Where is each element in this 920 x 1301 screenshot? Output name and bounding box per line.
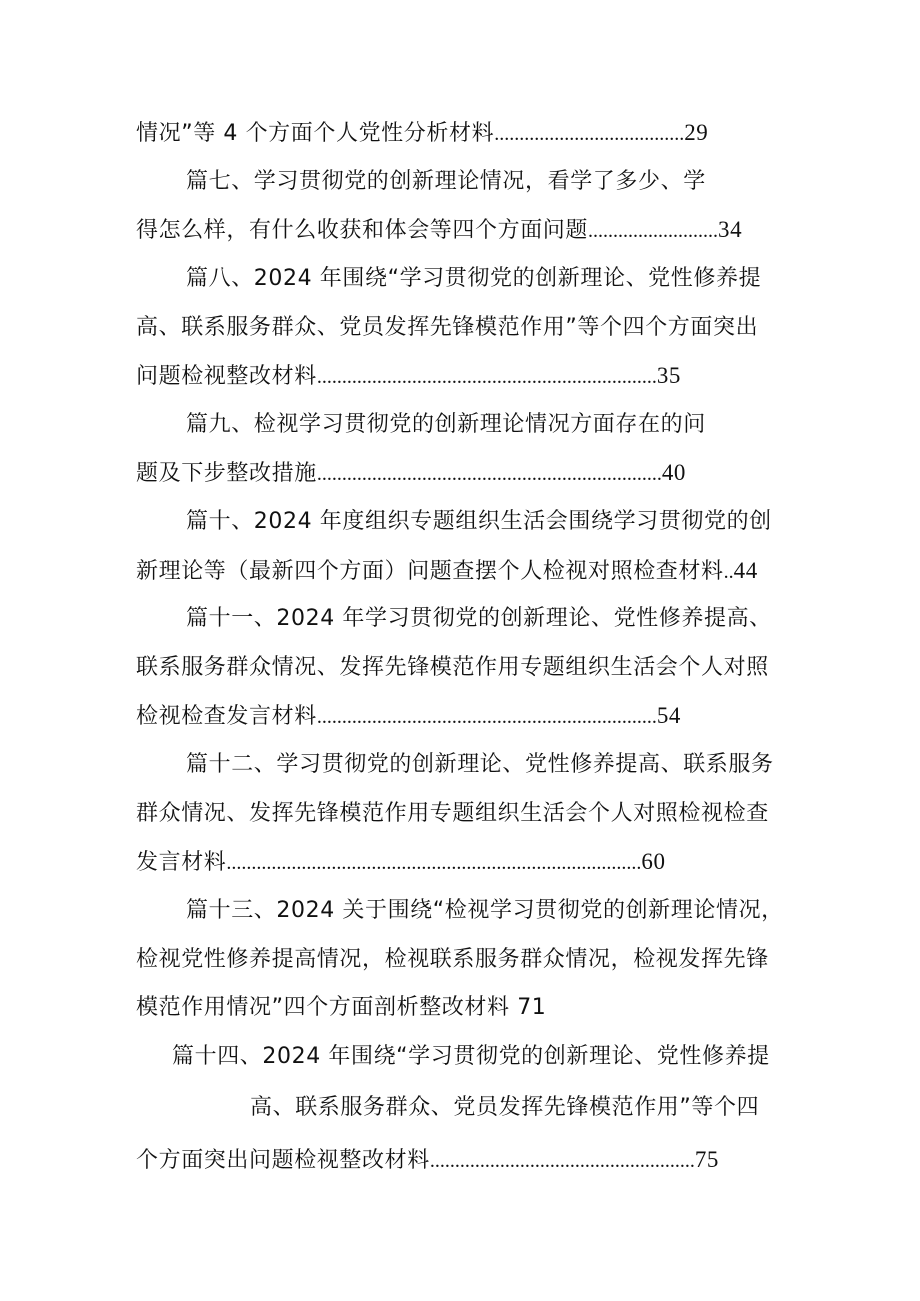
toc-line	[136, 556, 758, 587]
toc-line	[186, 896, 784, 926]
toc-page-number: 75	[694, 1147, 720, 1172]
toc-entry-text: 篇十四、2024 年围绕“学习贯彻党的创新理论、党性修养提	[172, 1044, 770, 1069]
toc-entry-text: 高、联系服务群众、党员发挥先锋模范作用”等个四个方面突出	[136, 315, 759, 340]
toc-line	[136, 945, 769, 975]
toc-entry-text: 篇十三、2024 关于围绕“检视学习贯彻党的创新理论情况，	[186, 898, 784, 923]
toc-line	[186, 167, 706, 197]
toc-page-number: 34	[718, 217, 743, 242]
toc-entry-text: 高、联系服务群众、党员发挥先锋模范作用”等个四	[250, 1095, 760, 1120]
toc-line	[136, 118, 708, 149]
toc-page-number: 54	[656, 703, 682, 728]
toc-line	[136, 361, 681, 392]
toc-leader-dots: ...................................................................................	[226, 852, 642, 874]
toc-page-number: 44	[733, 558, 758, 583]
toc-entry-text: 发言材料	[136, 850, 227, 875]
toc-line	[136, 799, 769, 829]
toc-entry-text: 篇十、2024 年度组织专题组织生活会围绕学习贯彻党的创	[186, 509, 772, 534]
toc-entry-text: 联系服务群众情况、发挥先锋模范作用专题组织生活会个人对照	[136, 655, 769, 680]
toc-line	[250, 1093, 759, 1123]
toc-line	[186, 604, 772, 634]
toc-entry-text: 篇九、检视学习贯彻党的创新理论情况方面存在的问	[186, 412, 706, 437]
toc-line	[186, 264, 761, 294]
toc-entry-text: 篇十一、2024 年学习贯彻党的创新理论、党性修养提高、	[186, 606, 772, 631]
toc-leader-dots: .....................................................................	[316, 463, 662, 485]
toc-line	[136, 215, 742, 246]
toc-entry-text: 检视检查发言材料	[136, 704, 317, 729]
toc-line	[186, 750, 774, 780]
toc-line	[136, 847, 666, 878]
toc-entry-text: 个方面突出问题检视整改材料	[136, 1148, 430, 1173]
toc-leader-dots: .....................................................	[429, 1150, 695, 1172]
toc-leader-dots: ..........................	[588, 220, 719, 242]
toc-page-number: 29	[684, 120, 709, 145]
toc-line	[172, 1042, 770, 1072]
toc-line	[136, 1145, 719, 1176]
toc-leader-dots: ..	[723, 561, 734, 583]
toc-page-number: 40	[661, 460, 687, 485]
toc-line	[186, 507, 772, 537]
toc-line	[186, 410, 706, 440]
toc-leader-dots: ......................................	[494, 123, 685, 145]
toc-line	[136, 458, 686, 489]
toc-entry-text: 检视党性修养提高情况，检视联系服务群众情况，检视发挥先锋	[136, 947, 769, 972]
toc-leader-dots: ....................................................................	[316, 366, 657, 388]
toc-line	[136, 653, 769, 683]
toc-page-number: 60	[641, 849, 666, 874]
toc-line	[136, 313, 758, 343]
toc-line	[136, 701, 681, 732]
toc-entry-text: 得怎么样，有什么收获和体会等四个方面问题	[136, 218, 589, 243]
toc-entry-text: 篇十二、学习贯彻党的创新理论、党性修养提高、联系服务	[186, 752, 774, 777]
toc-entry-text: 情况”等 4 个方面个人党性分析材料	[136, 121, 495, 146]
toc-entry-text: 篇八、2024 年围绕“学习贯彻党的创新理论、党性修养提	[186, 266, 762, 291]
toc-entry-text: 题及下步整改措施	[136, 461, 317, 486]
toc-entry-text: 问题检视整改材料	[136, 364, 317, 389]
toc-page-number: 35	[656, 363, 682, 388]
toc-entry-text: 群众情况、发挥先锋模范作用专题组织生活会个人对照检视检查	[136, 801, 769, 826]
toc-leader-dots: ....................................................................	[316, 706, 657, 728]
toc-entry-text: 新理论等（最新四个方面）问题查摆个人检视对照检查材料	[136, 559, 724, 584]
toc-entry-text: 篇七、学习贯彻党的创新理论情况，看学了多少、学	[186, 169, 706, 194]
toc-line	[136, 993, 546, 1023]
toc-entry-text: 模范作用情况”四个方面剖析整改材料 71	[136, 995, 547, 1020]
